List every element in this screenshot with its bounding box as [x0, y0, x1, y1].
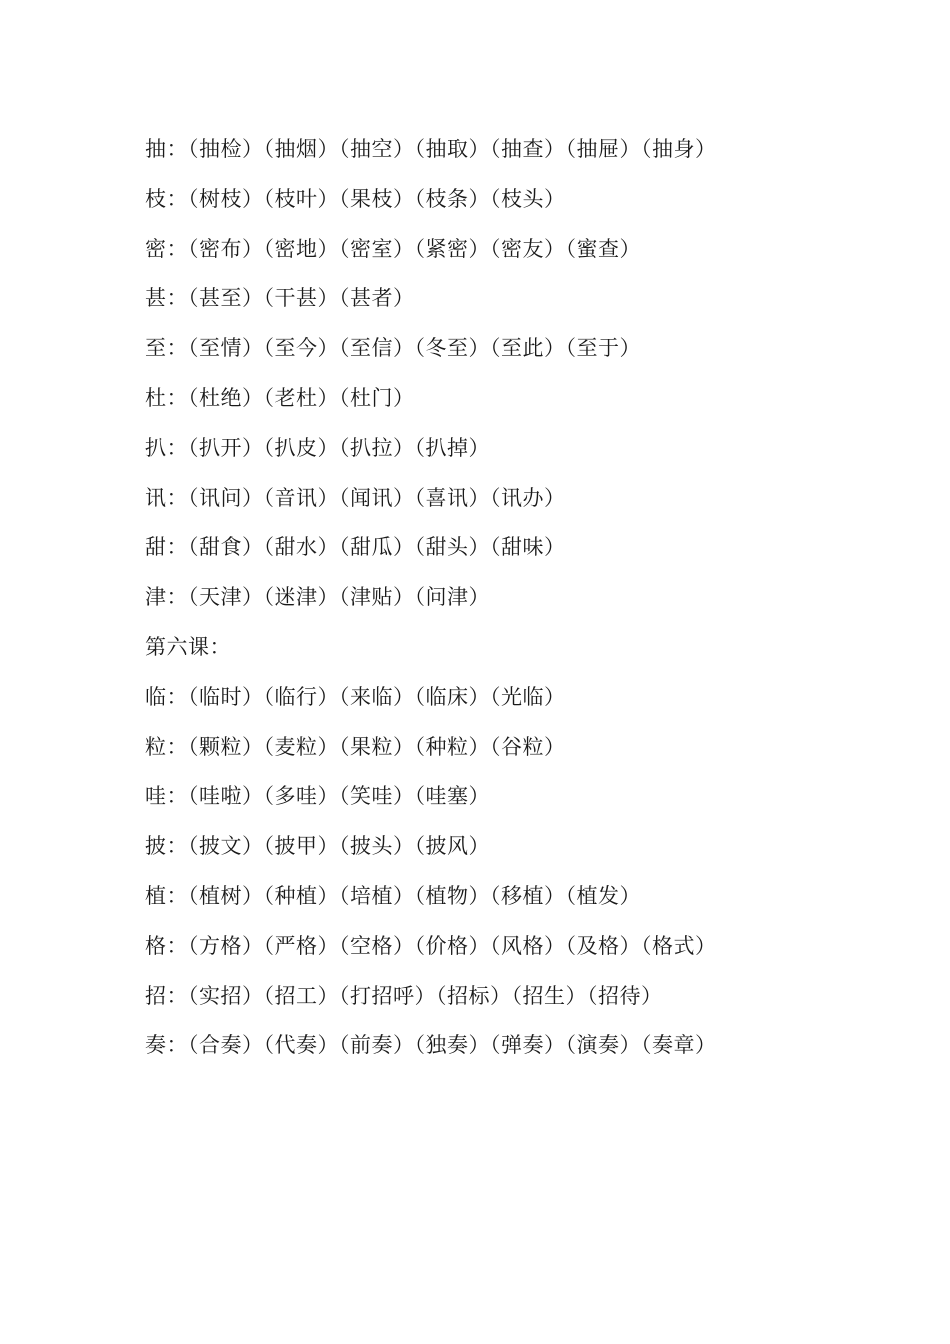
- entry-wa: 哇：（哇啦）（多哇）（笑哇）（哇塞）: [145, 784, 490, 809]
- entry-zhi-plant: 植：（植树）（种植）（培植）（植物）（移植）（植发）: [145, 883, 641, 908]
- entry-ge: 格：（方格）（严格）（空格）（价格）（风格）（及格）（格式）: [145, 933, 717, 958]
- entry-zou: 奏：（合奏）（代奏）（前奏）（独奏）（弹奏）（演奏）（奏章）: [145, 1033, 717, 1058]
- entry-chou: 抽：（抽检）（抽烟）（抽空）（抽取）（抽查）（抽屉）（抽身）: [145, 137, 717, 161]
- entry-zhi-branch: 枝：（树枝）（枝叶）（果枝）（枝条）（枝头）: [145, 186, 566, 211]
- entry-zhao: 招：（实招）（招工）（打招呼）（招标）（招生）（招待）: [145, 983, 663, 1008]
- entry-mi: 密：（密布）（密地）（密室）（紧密）（密友）（蜜查）: [145, 236, 641, 261]
- entry-li: 粒：（颗粒）（麦粒）（果粒）（种粒）（谷粒）: [145, 734, 566, 759]
- vocabulary-list: [145, 125, 810, 1071]
- entry-tian: 甜：（甜食）（甜水）（甜瓜）（甜头）（甜味）: [145, 535, 566, 560]
- entry-ba: 扒：（扒开）（扒皮）（扒拉）（扒掉）: [145, 435, 490, 460]
- entry-xun: 讯：（讯问）（音讯）（闻讯）（喜讯）（讯办）: [145, 485, 566, 510]
- entry-jin: 津：（天津）（迷津）（津贴）（问津）: [145, 585, 490, 610]
- entry-zhi-to: 至：（至情）（至今）（至信）（冬至）（至此）（至于）: [145, 336, 641, 361]
- entry-lin: 临：（临时）（临行）（来临）（临床）（光临）: [145, 684, 566, 709]
- entry-du: 杜：（杜绝）（老杜）（杜门）: [145, 385, 415, 410]
- lesson-heading: 第六课：: [145, 634, 231, 659]
- entry-shen: 甚：（甚至）（干甚）（甚者）: [145, 286, 415, 311]
- entry-pi: 披：（披文）（披甲）（披头）（披风）: [145, 834, 490, 859]
